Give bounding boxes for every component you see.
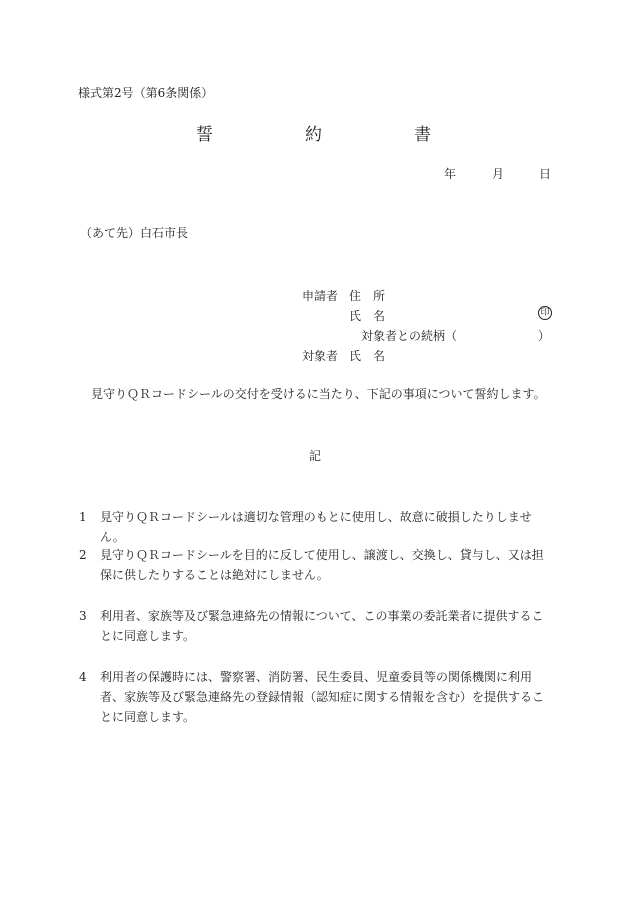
title-char-1: 誓	[196, 125, 213, 145]
list-item: 利用者、家族等及び緊急連絡先の情報について、この事業の委託業者に提供することに同意します。	[100, 609, 544, 643]
date-year-label: 年	[444, 167, 457, 181]
relation-close: ）	[538, 329, 551, 343]
list-item: 見守りＱＲコードシールは適切な管理のもとに使用し、故意に破損したりしません。	[100, 510, 532, 544]
ki-heading: 記	[309, 449, 322, 463]
title-char-2: 約	[305, 125, 322, 145]
statement: 見守りＱＲコードシールの交付を受けるに当たり、下記の事項について誓約します。	[91, 387, 546, 401]
title-char-3: 書	[414, 125, 431, 145]
item-number: 1	[79, 510, 87, 524]
list-item: 見守りＱＲコードシールを目的に反して使用し、譲渡し、交換し、貸与し、又は担保に供したりすることは絶対にしません。	[100, 548, 544, 582]
item-number: 4	[79, 670, 87, 684]
item-number: 2	[79, 548, 87, 562]
relation-label: 対象者との続柄（	[361, 329, 458, 343]
subject-name-label: 氏 名	[349, 349, 386, 363]
seal-mark: 印	[538, 306, 552, 320]
list-item: 利用者の保護時には、警察署、消防署、民生委員、児童委員等の関係機関に利用者、家族等及び緊急連絡先の登録情報（認知症に関する情報を含む）を提供することに同意します。	[100, 670, 545, 724]
subject-label: 対象者	[302, 349, 339, 363]
applicant-name-label: 氏 名	[349, 309, 386, 323]
applicant-label: 申請者	[302, 289, 339, 303]
addressee: （あて先）白石市長	[80, 226, 189, 240]
item-number: 3	[79, 609, 87, 623]
date-day-label: 日	[539, 167, 552, 181]
date-month-label: 月	[492, 167, 505, 181]
applicant-address-label: 住 所	[349, 289, 386, 303]
form-number: 様式第2号（第6条関係）	[78, 86, 214, 100]
